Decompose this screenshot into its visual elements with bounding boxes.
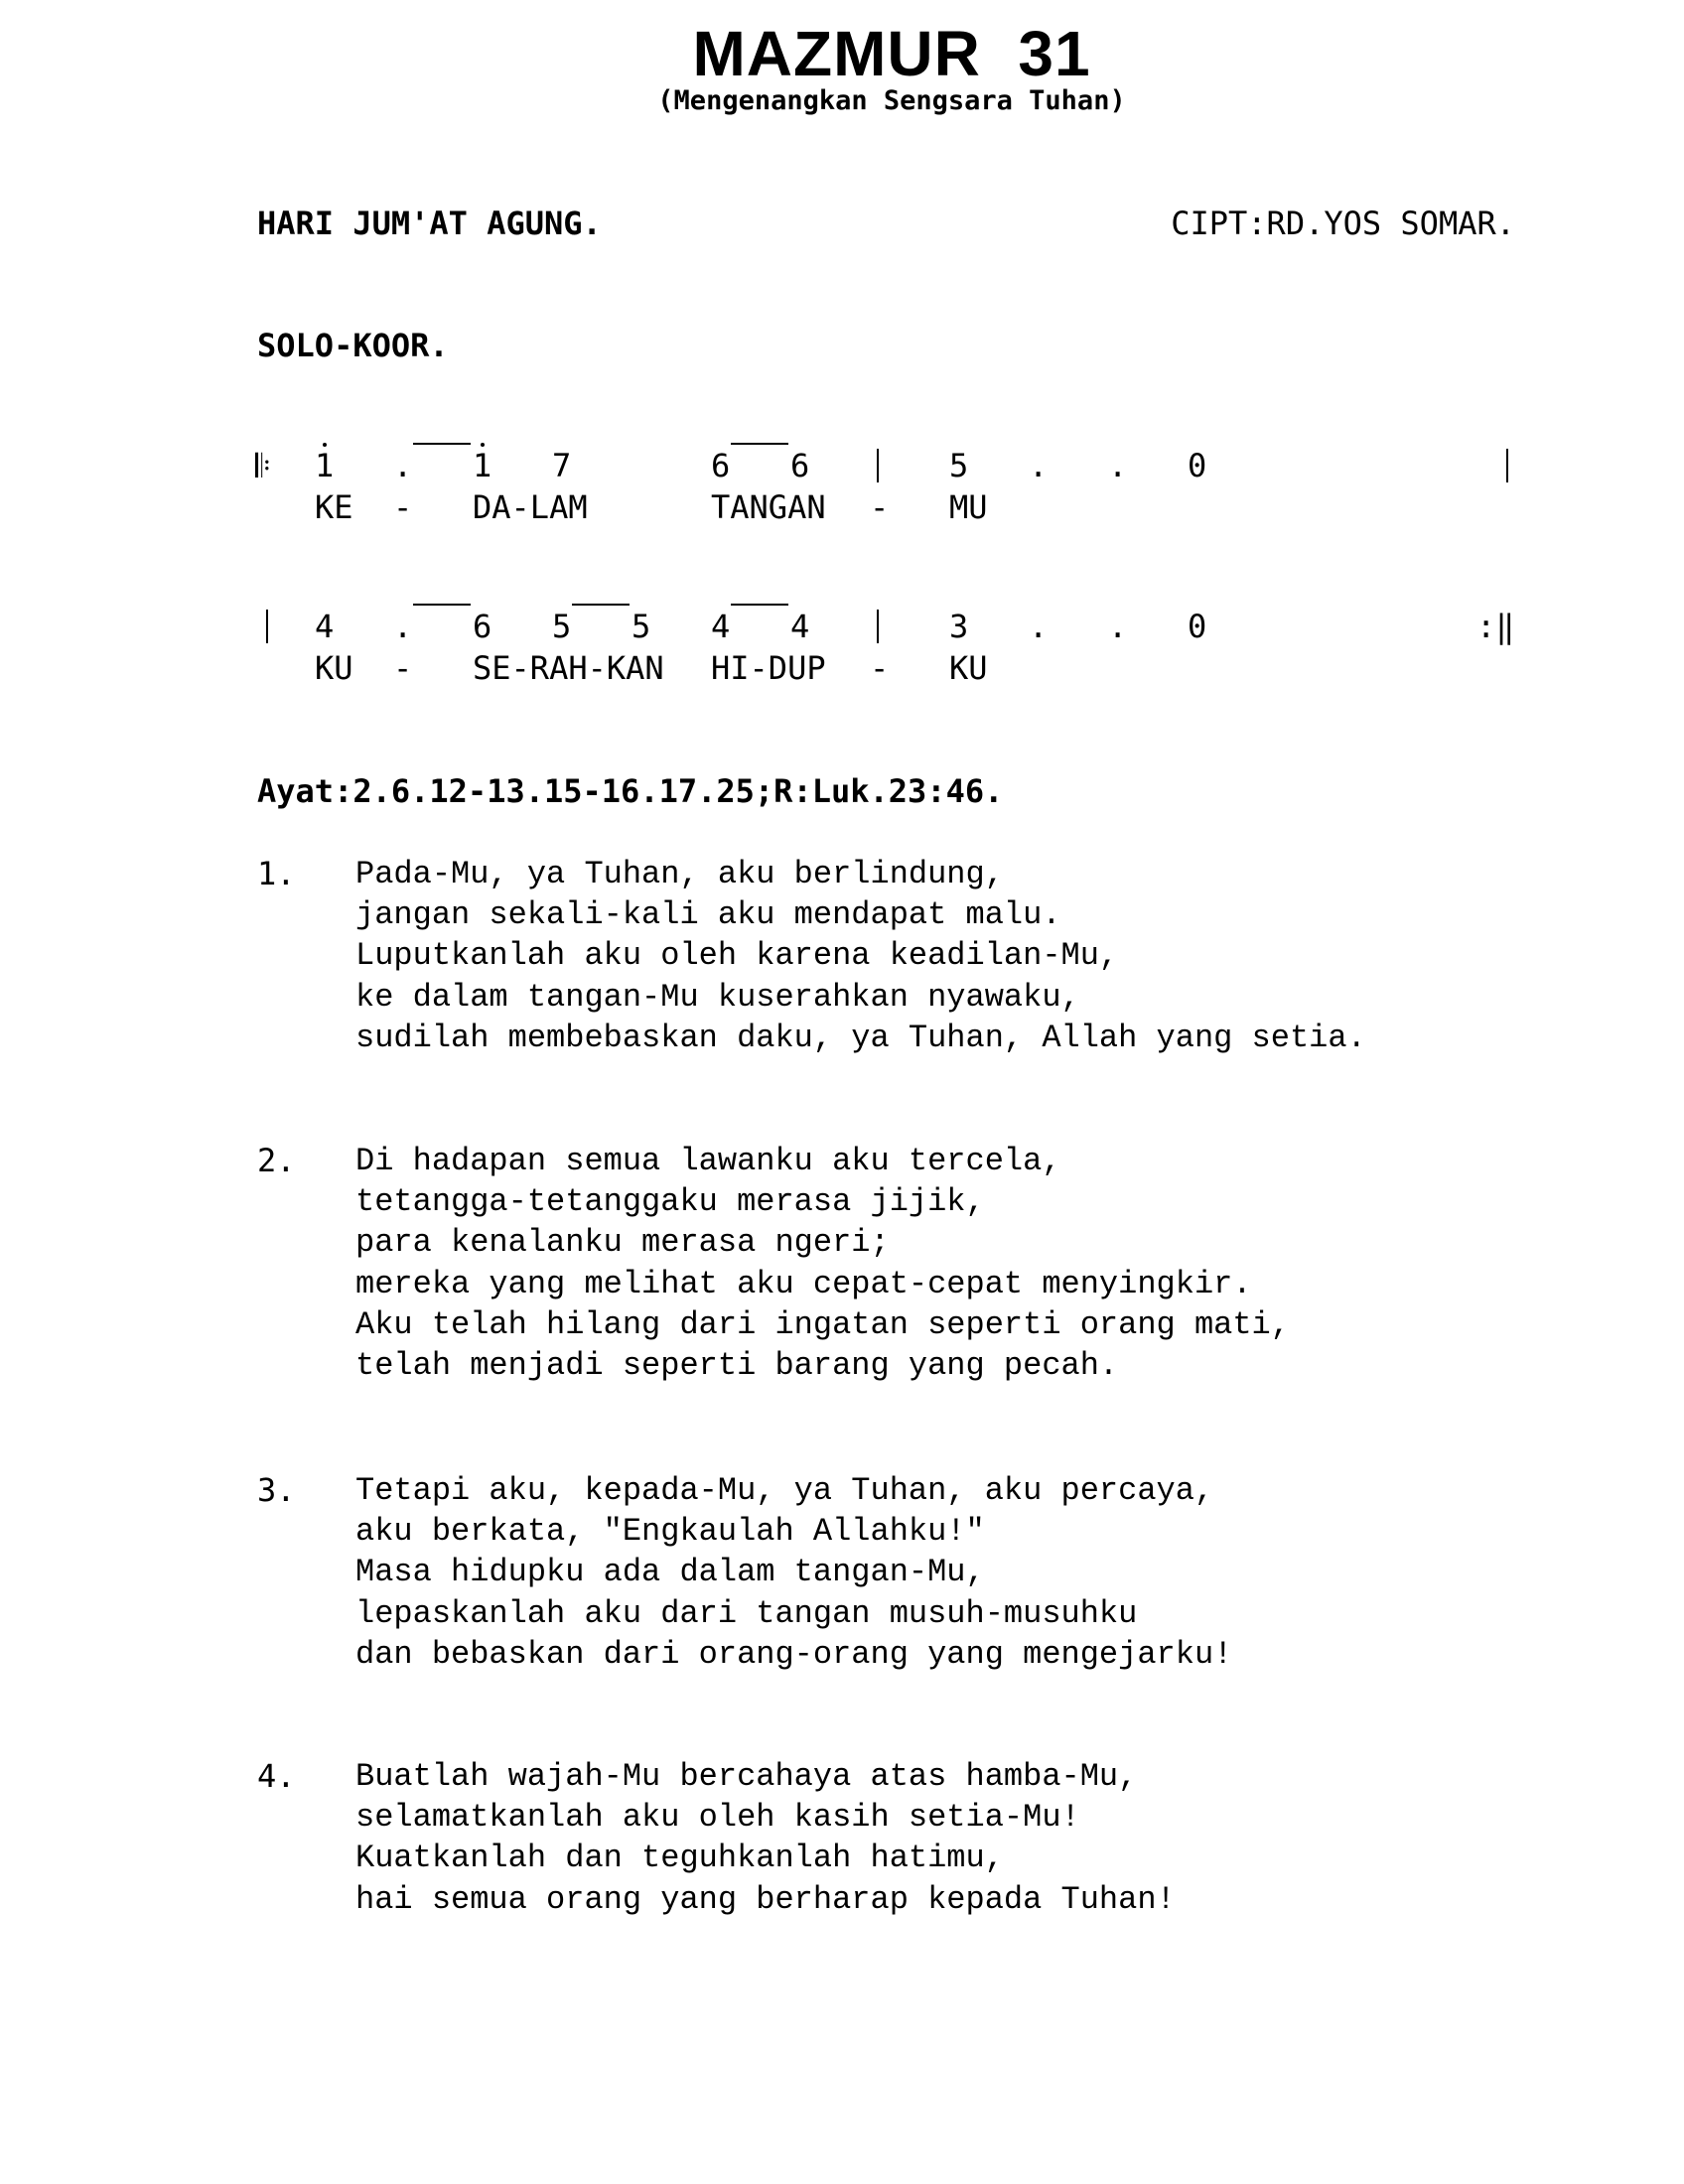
- note-1: 1: [315, 447, 335, 484]
- beam: [413, 443, 471, 445]
- lyric-syllable: KU: [949, 649, 988, 687]
- note-5: 5: [632, 608, 651, 645]
- verse-number: 1.: [257, 855, 296, 892]
- verse-number: 2.: [257, 1142, 296, 1179]
- verse-text: Pada-Mu, ya Tuhan, aku berlindung, jangan sekali-kali aku mendapat malu. Luputkanlah aku oleh karena keadilan-Mu, ke dalam tangan-Mu kuserahkan nyawaku, sudilah membebaskan daku, ya Tuhan, Allah yang setia.: [355, 856, 1366, 1056]
- repeat-start-sign: 𝄆: [255, 447, 271, 484]
- note-3: 1: [473, 447, 492, 484]
- barline: [266, 610, 268, 643]
- lyric-syllable: KE: [315, 488, 353, 526]
- barline: [877, 610, 879, 643]
- beam: [731, 443, 788, 445]
- high-octave-dot: [323, 443, 327, 447]
- beam: [572, 604, 630, 606]
- verse-reference: Ayat:2.6.12-13.15-16.17.25;R:Luk.23:46.: [257, 772, 1004, 810]
- note-1: 4: [315, 608, 335, 645]
- note-4: 7: [552, 447, 572, 484]
- beam: [731, 604, 788, 606]
- page-title: MAZMUR 31: [692, 18, 1091, 89]
- note-8: .: [1029, 447, 1049, 484]
- note-8: 3: [949, 608, 969, 645]
- note-6: 6: [790, 447, 810, 484]
- verse-number: 3.: [257, 1471, 296, 1509]
- verse-text: Tetapi aku, kepada-Mu, ya Tuhan, aku percaya, aku berkata, "Engkaulah Allahku!" Masa hidupku ada dalam tangan-Mu, lepaskanlah aku dari tangan musuh-musuhku dan bebaskan dari orang-orang yang mengejarku!: [355, 1472, 1233, 1673]
- voice-label: SOLO-KOOR.: [257, 327, 449, 364]
- note-7: 4: [790, 608, 810, 645]
- lyric-hyphen: -: [870, 649, 890, 687]
- lyric-syllable: MU: [949, 488, 988, 526]
- note-2: .: [393, 447, 413, 484]
- barline: [877, 449, 879, 482]
- lyric-syllable: DA-LAM: [473, 488, 588, 526]
- lyric-syllable: TANGAN: [711, 488, 826, 526]
- note-7: 5: [949, 447, 969, 484]
- occasion-label: HARI JUM'AT AGUNG.: [257, 205, 602, 242]
- note-10: .: [1108, 608, 1128, 645]
- note-9: .: [1029, 608, 1049, 645]
- note-10: 0: [1188, 447, 1207, 484]
- page-subtitle: (Mengenangkan Sengsara Tuhan): [657, 85, 1126, 116]
- lyric-syllable: HI-DUP: [711, 649, 826, 687]
- note-3: 6: [473, 608, 492, 645]
- high-octave-dot: [481, 443, 485, 447]
- beam: [413, 604, 471, 606]
- lyric-hyphen: -: [393, 488, 413, 526]
- verse-text: Di hadapan semua lawanku aku tercela, tetangga-tetanggaku merasa jijik, para kenalanku merasa ngeri; mereka yang melihat aku cepat-cepat menyingkir. Aku telah hilang dari ingatan seperti orang mati, telah menjadi seperti barang yang pecah.: [355, 1143, 1290, 1385]
- note-11: 0: [1188, 608, 1207, 645]
- lyric-syllable: SE-RAH-KAN: [473, 649, 664, 687]
- repeat-end-sign: :‖: [1476, 608, 1515, 645]
- note-2: .: [393, 608, 413, 645]
- note-5: 6: [711, 447, 731, 484]
- verse-text: Buatlah wajah-Mu bercahaya atas hamba-Mu, selamatkanlah aku oleh kasih setia-Mu! Kuatkanlah dan teguhkanlah hatimu, hai semua orang yang berharap kepada Tuhan!: [355, 1758, 1176, 1918]
- verse-number: 4.: [257, 1757, 296, 1795]
- lyric-hyphen: -: [393, 649, 413, 687]
- note-6: 4: [711, 608, 731, 645]
- barline: [1506, 449, 1508, 482]
- lyric-syllable: KU: [315, 649, 353, 687]
- composer-label: CIPT:RD.YOS SOMAR.: [1171, 205, 1515, 242]
- lyric-hyphen: -: [870, 488, 890, 526]
- note-4: 5: [552, 608, 572, 645]
- note-9: .: [1108, 447, 1128, 484]
